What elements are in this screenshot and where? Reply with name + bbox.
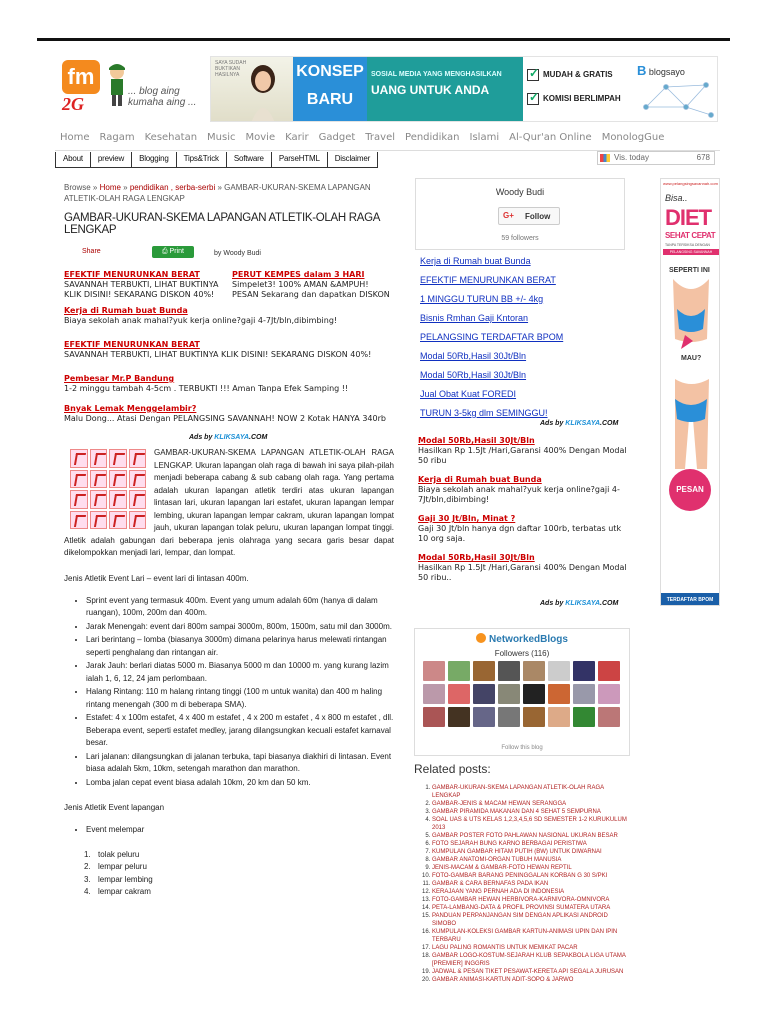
side-ad-links <box>420 256 630 427</box>
banner-brand: B blogsayo <box>637 63 685 78</box>
ad-item[interactable]: Kerja di Rumah buat Bunda Biaya sekolah anak mahal?yuk kerja online?gaji 4-7Jt/bln,dibimbing! <box>64 306 338 325</box>
follower-avatar[interactable] <box>523 661 545 681</box>
gplus-widget <box>415 178 625 250</box>
event-list-2 <box>64 824 394 837</box>
ads-block-top <box>64 270 394 424</box>
nav-item[interactable]: Gadget <box>318 132 356 143</box>
diet-seperti: SEPERTI INI <box>669 267 710 274</box>
share-button[interactable]: Share <box>82 248 101 255</box>
ad-item[interactable]: Modal 50Rb,Hasil 30Jt/Bln Hasilkan Rp 1.5Jt /Hari,Garansi 400% Dengan Modal 50 ribu.. <box>418 553 627 582</box>
networkedblogs-followers: Followers (116) <box>494 649 550 658</box>
follower-avatar[interactable] <box>473 684 495 704</box>
related-post-link[interactable]: 13. FOTO-GAMBAR HEWAN HERBIVORA-KARNIVORA-OMNIVORA <box>432 896 630 904</box>
side-ad-link[interactable]: Jual Obat Kuat FOREDI <box>420 389 517 399</box>
ad-item[interactable]: Bnyak Lemak Menggelambir? Malu Dong... Atasi Dengan PELANGSING SAVANNAH! NOW 2 Kotak HANYA 340rb <box>64 404 386 423</box>
gplus-icon: G+ <box>503 211 514 220</box>
header-banner[interactable] <box>210 56 718 122</box>
follower-avatar[interactable] <box>548 684 570 704</box>
side-ad-link[interactable]: TURUN 3-5kg dlm SEMINGGU! <box>420 408 548 418</box>
checkbox-icon <box>527 69 539 81</box>
ad-item[interactable]: EFEKTIF MENURUNKAN BERAT SAVANNAH TERBUKTI, LIHAT BUKTINYA KLIK DISINI! SEKARANG DISKON 40%! <box>64 270 219 299</box>
side-ad-link[interactable]: 1 MINGGU TURUN BB +/- 4kg <box>420 294 544 304</box>
subnav-item[interactable]: About <box>55 152 90 168</box>
body-figure-icon <box>663 279 719 479</box>
nav-item[interactable]: MonologGue <box>601 132 665 143</box>
subnav-item[interactable]: preview <box>90 152 131 168</box>
related-post-link[interactable]: 20. GAMBAR ANIMASI-KARTUN ADIT-SOPO & JARWO <box>432 976 630 984</box>
follower-avatar[interactable] <box>548 707 570 727</box>
related-posts <box>414 762 630 984</box>
list-item: • Event melempar <box>86 824 394 837</box>
banner-photo-panel <box>211 57 293 122</box>
follower-avatar[interactable] <box>473 661 495 681</box>
list-item: 3. lempar lembing <box>84 874 153 884</box>
subnav-item[interactable]: ParseHTML <box>271 152 327 168</box>
subnav-item[interactable]: Tips&Trick <box>176 152 226 168</box>
diet-pelangsing-bar: PELANGSING SAVANNAH <box>663 249 719 255</box>
ad-item[interactable]: Modal 50Rb,Hasil 30Jt/Bln Hasilkan Rp 1.5Jt /Hari,Garansi 400% Dengan Modal 50 ribu <box>418 436 627 465</box>
related-post-link[interactable]: 14. PETA-LAMBANG-DATA & PROFIL PROVINSI SUMATERA UTARA <box>432 904 630 912</box>
visit-label: Vis. today <box>614 153 649 162</box>
subnav-item[interactable]: Software <box>226 152 271 168</box>
list-item: • Sprint event yang termasuk 400m. Event yang umum adalah 60m (hanya di dalam ruangan), 100m, 200m dan 400m. <box>86 595 394 620</box>
related-post-link[interactable]: 11. GAMBAR & CARA BERNAFAS PADA IKAN <box>432 880 630 888</box>
post-column <box>64 182 394 899</box>
article-intro: GAMBAR-UKURAN-SKEMA LAPANGAN ATLETIK-OLAH RAGA LENGKAP. Ukuran lapangan olah raga di bawah ini saya pilah-pilah menjadi beberapa cabang & sub cabang olah raga. Yang pertama adalah ukuran lapangan atletik terdiri atas ukuran lapangan lintasan lari, ukuran lapangan lari estafet, ukuran lapangan lempar lembing, ukuran lapangan lempar cakram, ukuran lapangan lompat jauh, ukuran lapangan tolak peluru, ukuran lapangan lompat tinggi. Atletik adalah gabungan dari beberapa jenis olahraga yang secara garis besar dapat dikelompokkan menjadi lari, lempar, dan lompat. <box>64 448 395 557</box>
diet-terdaftar: TERDAFTAR BPOM <box>661 593 719 606</box>
networkedblogs-icon <box>476 633 486 643</box>
diet-pesan-button[interactable]: PESAN <box>669 469 711 511</box>
diet-headline: DIET <box>665 205 712 230</box>
site-logo[interactable] <box>62 60 202 116</box>
side-ad-link[interactable]: Modal 50Rb,Hasil 30Jt/Bln <box>420 351 527 361</box>
banner-check-1: ✓MUDAH & GRATIS <box>527 69 637 81</box>
follower-avatar[interactable] <box>448 661 470 681</box>
related-post-link[interactable]: 7. KUMPULAN GAMBAR HITAM PUTIH (BW) UNTUK DIWARNAI <box>432 848 630 856</box>
visit-value: 678 <box>696 153 710 162</box>
post-title[interactable]: GAMBAR-UKURAN-SKEMA LAPANGAN ATLETIK-OLAH RAGA LENGKAP <box>64 212 380 236</box>
follower-avatar[interactable] <box>423 707 445 727</box>
breadcrumb-current: » GAMBAR-UKURAN-SKEMA LAPANGAN ATLETIK-OLAH RAGA LENGKAP <box>64 183 371 203</box>
related-post-link[interactable]: 8. GAMBAR ANATOMI-ORGAN TUBUH MANUSIA <box>432 856 630 864</box>
list-item: 1. tolak peluru <box>84 849 140 859</box>
related-post-link[interactable]: 19. JADWAL & PESAN TIKET PESAWAT-KERETA API SEGALA JURUSAN <box>432 968 630 976</box>
related-heading: Related posts: <box>414 762 491 776</box>
event-list <box>64 595 394 790</box>
list-item: • Jarak Jauh: berlari diatas 5000 m. Biasanya 5000 m dan 10000 m. yang kurang lazim ialah 1, 6, 12, 24 jam perlombaan. <box>86 660 394 685</box>
breadcrumb-categories[interactable]: pendidikan , serba-serbi <box>129 183 216 192</box>
logo-tagline: ... blog aing kumaha aing ... <box>128 86 197 108</box>
follow-blog-link[interactable]: Follow this blog <box>501 745 543 751</box>
printer-icon: ⎙ <box>162 248 170 255</box>
related-post-link[interactable]: 6. FOTO SEJARAH BUNG KARNO BERBAGAI PERISTIWA <box>432 840 630 848</box>
networkedblogs-title[interactable]: NetworkedBlogs <box>415 633 629 645</box>
logo-fm: fm <box>62 60 100 94</box>
athletics-icons-image[interactable] <box>70 449 146 529</box>
diet-bisa: Bisa.. <box>665 193 688 203</box>
chart-icon <box>600 154 610 162</box>
diet-url: www.pelangsingsavannah.com <box>663 181 718 186</box>
ad-item[interactable]: Pembesar Mr.P Bandung 1-2 minggu tambah 4-5cm . TERBUKTI !!! Aman Tanpa Efek Samping !! <box>64 374 349 393</box>
list-item: • Jarak Menengah: event dari 800m sampai 3000m, 800m, 1500m, satu mil dan 3000m. <box>86 621 394 634</box>
ads-by-kliksaya[interactable]: Ads by KLIKSAYA.COM <box>540 600 619 607</box>
follower-avatar[interactable] <box>523 684 545 704</box>
post-actions <box>64 246 394 262</box>
nav-item[interactable]: Pendidikan <box>405 132 460 143</box>
ad-item[interactable]: Kerja di Rumah buat Bunda Biaya sekolah anak mahal?yuk kerja online?gaji 4-7Jt/bln,dibimbing! <box>418 475 620 504</box>
list-item: 2. lempar peluru <box>84 862 147 871</box>
follower-avatar[interactable] <box>498 684 520 704</box>
follower-avatar[interactable] <box>448 684 470 704</box>
side-ad-link[interactable]: Kerja di Rumah buat Bunda <box>420 256 531 266</box>
follower-avatar[interactable] <box>598 661 620 681</box>
ads-by-kliksaya[interactable]: Ads by KLIKSAYA.COM <box>540 420 619 427</box>
diet-tanpa: TANPA TERSIKSA DENGAN <box>665 243 710 247</box>
nav-item[interactable]: Kesehatan <box>144 132 198 143</box>
follower-avatar[interactable] <box>598 707 620 727</box>
ad-item[interactable]: EFEKTIF MENURUNKAN BERAT SAVANNAH TERBUKTI, LIHAT BUKTINYA KLIK DISINI! SEKARANG DISKON 40%! <box>64 340 372 359</box>
woman-photo-icon <box>247 63 279 122</box>
follower-avatar[interactable] <box>473 707 495 727</box>
nav-item[interactable]: Islami <box>469 132 500 143</box>
related-post-link[interactable]: 16. KUMPULAN-KOLEKSI GAMBAR KARTUN-ANIMASI UPIN DAN IPIN TERBARU <box>432 928 630 944</box>
list-item: • Estafet: 4 x 100m estafet, 4 x 400 m estafet , 4 x 200 m estafet , 4 x 800 m estafet , dll. Beberapa event, seperti estafet medley, jarang dilangsungkan kecuali estafet karnaval besar. <box>86 712 394 750</box>
nav-item[interactable]: Home <box>60 132 90 143</box>
follower-avatar[interactable] <box>598 684 620 704</box>
related-post-link[interactable]: 1. GAMBAR-UKURAN-SKEMA LAPANGAN ATLETIK-OLAH RAGA LENGKAP <box>432 784 630 800</box>
banner-check-2: ✓KOMISI BERLIMPAH <box>527 93 637 105</box>
banner-mini-text: SAYA SUDAH BUKTIKAN HASILNYA <box>215 60 247 78</box>
side-ads-block <box>418 436 630 592</box>
network-graphic-icon <box>641 77 717 121</box>
gplus-name[interactable]: Woody Budi <box>495 187 545 197</box>
side-ad-link[interactable]: Bisnis Rmhan Gaji Kntoran <box>420 313 529 323</box>
related-list <box>414 784 630 984</box>
follower-avatars <box>423 661 623 727</box>
ads-by-kliksaya[interactable]: Ads by KLIKSAYA.COM <box>189 434 268 441</box>
related-post-link[interactable]: 17. LAGU PALING ROMANTIS UNTUK MEMIKAT PACAR <box>432 944 630 952</box>
mascot-icon <box>104 62 130 108</box>
follower-avatar[interactable] <box>423 684 445 704</box>
gplus-followers: 59 followers <box>501 235 539 242</box>
ad-item[interactable]: Gaji 30 Jt/Bln, Minat ? Gaji 30 Jt/bln hanya dgn daftar 100rb, terbatas utk 10 org saja. <box>418 514 622 543</box>
follower-avatar[interactable] <box>498 661 520 681</box>
section-heading: Jenis Atletik Event lapangan <box>64 803 165 812</box>
related-post-link[interactable]: 4. SOAL UAS & UTS KELAS 1,2,3,4,5,6 SD SEMESTER 1-2 KURUKULUM 2013 <box>432 816 630 832</box>
subnav-item[interactable]: Disclaimer <box>327 152 378 168</box>
gplus-follow-button[interactable]: G+ Follow <box>498 207 560 225</box>
banner-sosmed: SOSIAL MEDIA YANG MENGHASILKAN UANG UNTUK ANDA <box>367 57 523 122</box>
networkedblogs-widget <box>414 628 630 756</box>
banner-konsep: KONSEP BARU <box>293 57 367 122</box>
related-post-link[interactable]: 5. GAMBAR POSTER FOTO PAHLAWAN NASIONAL UKURAN BESAR <box>432 832 630 840</box>
side-ad-link[interactable]: EFEKTIF MENURUNKAN BERAT <box>420 275 556 285</box>
related-post-link[interactable]: 3. GAMBAR PIRAMIDA MAKANAN DAN 4 SEHAT 5 SEMPURNA <box>432 808 630 816</box>
follower-avatar[interactable] <box>448 707 470 727</box>
follower-avatar[interactable] <box>523 707 545 727</box>
main-nav <box>60 132 674 143</box>
list-item: • Halang Rintang: 110 m halang rintang tinggi (100 m untuk wanita) dan 400 m haling rintang menengah (300 m di beberapa SMA). <box>86 686 394 711</box>
list-item: 4. lempar cakram <box>84 887 151 896</box>
logo-sub: 2G <box>62 94 84 114</box>
section-heading: Jenis Atletik Event Lari – event lari di lintasan 400m. <box>64 573 249 583</box>
breadcrumb: Browse » Home » pendidikan , serba-serbi » GAMBAR-UKURAN-SKEMA LAPANGAN ATLETIK-OLAH RAGA LENGKAP <box>64 183 371 203</box>
related-post-link[interactable]: 15. PANDUAN PERPANJANGAN SIM DENGAN APLIKASI ANDROID SIMOBO <box>432 912 630 928</box>
follower-avatar[interactable] <box>573 707 595 727</box>
sub-nav <box>55 152 378 168</box>
post-author[interactable]: by Woody Budi <box>214 250 261 257</box>
nav-item[interactable]: Music <box>207 132 236 143</box>
top-border <box>37 38 730 41</box>
list-item: • Lari jalanan: dilangsungkan di jalanan terbuka, tapi biasanya diakhiri di lintasan. Event biasa adalah 5km, 10km, setengah marathon dan marathon. <box>86 751 394 776</box>
side-ad-link[interactable]: PELANGSING TERDAFTAR BPOM <box>420 332 564 342</box>
follower-avatar[interactable] <box>573 684 595 704</box>
follower-avatar[interactable] <box>498 707 520 727</box>
numbered-list <box>64 849 394 899</box>
related-post-link[interactable]: 18. GAMBAR LOGO-KOSTUM-SEJARAH KLUB SEPAKBOLA LIGA UTAMA [PREMIER] INGGRIS <box>432 952 630 968</box>
print-button[interactable]: ⎙ Print <box>152 246 194 258</box>
nav-item[interactable]: Karir <box>285 132 309 143</box>
list-item: • Lari berintang – lomba (biasanya 3000m) dimana pelarinya harus melewati rintangan seperti penghalang dan rintangan air. <box>86 634 394 659</box>
subnav-item[interactable]: Blogging <box>131 152 176 168</box>
ad-item[interactable]: PERUT KEMPES dalam 3 HARI Simpelet3! 100% AMAN &AMPUH! PESAN Sekarang dan dapatkan DISKON <box>232 270 390 299</box>
diet-mau: MAU? <box>681 355 702 362</box>
follower-avatar[interactable] <box>548 661 570 681</box>
follower-avatar[interactable] <box>423 661 445 681</box>
side-ad-link[interactable]: Modal 50Rb,Hasil 30Jt/Bln <box>420 370 527 380</box>
ad-pair <box>64 270 394 300</box>
related-post-link[interactable]: 2. GAMBAR-JENIS & MACAM HEWAN SERANGGA <box>432 800 630 808</box>
list-item: • Lomba jalan cepat event biasa adalah 10km, 20 km dan 50 km. <box>86 777 394 790</box>
nav-item[interactable]: Al-Qur'an Online <box>509 132 592 143</box>
nav-item[interactable]: Travel <box>365 132 396 143</box>
checkbox-icon <box>527 93 539 105</box>
visit-counter <box>597 151 715 165</box>
related-post-link[interactable]: 9. JENIS-MACAM & GAMBAR-FOTO HEWAN REPTIL <box>432 864 630 872</box>
related-post-link[interactable]: 12. KERAJAAN YANG PERNAH ADA DI INDONESIA <box>432 888 630 896</box>
related-post-link[interactable]: 10. FOTO-GAMBAR BARANG PENINGGALAN KORBAN G 30 S/PKI <box>432 872 630 880</box>
follower-avatar[interactable] <box>573 661 595 681</box>
nav-item[interactable]: Movie <box>245 132 276 143</box>
nav-item[interactable]: Ragam <box>99 132 135 143</box>
diet-subheadline: SEHAT CEPAT <box>665 231 716 240</box>
diet-banner-ad[interactable] <box>660 178 720 606</box>
breadcrumb-home[interactable]: Home <box>99 183 121 192</box>
